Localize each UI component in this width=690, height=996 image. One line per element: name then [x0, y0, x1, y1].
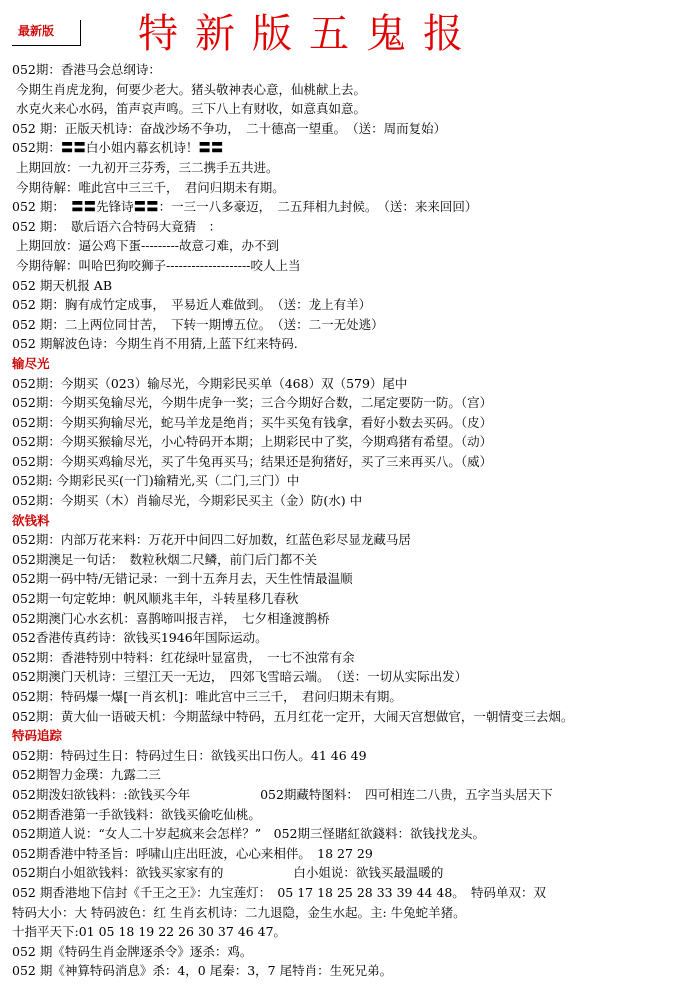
text-line — [12, 922, 688, 942]
line-text: 052期：香港特别中特料：红花绿叶显富贵， 一七不浊常有余 — [12, 649, 355, 665]
text-line — [12, 844, 688, 864]
text-line — [12, 178, 688, 198]
line-text-secondary: 052期藏特图料： 四可相连二八贵，五字当头居天下 — [260, 786, 553, 802]
line-text: 052 期： 〓〓先锋诗〓〓：一三一八多豪迈， 二五拜相九封候。 （送：来来回回） — [12, 199, 478, 215]
text-line — [12, 471, 688, 491]
line-text: 052香港传真药诗：欲钱买1946年国际运动。 — [12, 630, 268, 646]
document-header — [0, 0, 690, 56]
text-line — [12, 569, 688, 589]
text-line — [12, 119, 688, 139]
text-line — [12, 746, 688, 766]
text-line — [12, 785, 688, 805]
line-text: 052期一码中特/无错记录：一到十五奔月去，天生性情最温顺 — [12, 571, 353, 587]
line-text: 052期香港中特圣旨：呼啸山庄出旺波，心心来相伴。 18 27 29 — [12, 845, 373, 861]
line-text: 052期: 今期彩民买(一门)输精光,买（二门,三门）中 — [12, 473, 300, 489]
line-text: 052 期解波色诗：今期生肖不用猜,上蓝下红来特码. — [12, 336, 298, 352]
text-line — [12, 961, 688, 981]
text-line — [12, 334, 688, 354]
text-line — [12, 687, 688, 707]
line-text: 今期待解：叫哈巴狗咬狮子--------------------咬人上当 — [16, 257, 301, 273]
text-line — [12, 609, 688, 629]
line-text: 上期回放：逼公鸡下蛋---------故意刁难，办不到 — [16, 238, 280, 254]
text-line — [12, 236, 688, 256]
line-text: 052 期天机报 AB — [12, 277, 113, 293]
line-text: 052期：今期买（023）输尽光，今期彩民买单（468）双（579）尾中 — [12, 375, 408, 391]
line-text: 特码大小：大 特码波色：红 生肖玄机诗：二九退隐，金生水起。主: 牛兔蛇羊猪。 — [12, 904, 466, 920]
text-line — [12, 707, 688, 727]
line-text: 052 期：二上两位同甘苦， 下转一期博五位。 （送：二一无处逃） — [12, 316, 384, 332]
text-line — [12, 530, 688, 550]
line-text: 052期一句定乾坤：帆风顺兆丰年，斗转星移几春秋 — [12, 591, 299, 607]
text-line — [12, 138, 688, 158]
text-line — [12, 315, 688, 335]
section-heading — [12, 511, 688, 531]
text-line — [12, 824, 688, 844]
line-text: 今期待解：唯此宫中三三千， 君问归期未有期。 — [16, 179, 285, 195]
text-line — [12, 432, 688, 452]
text-line — [12, 413, 688, 433]
line-text: 052期：特码爆一爆[一肖玄机]：唯此宫中三三千， 君问归期未有期。 — [12, 689, 402, 704]
line-text: 052期：〓〓白小姐内幕玄机诗！〓〓 — [12, 140, 224, 156]
text-line — [12, 942, 688, 962]
line-text: 052期：黄大仙一语破天机：今期蓝绿中特码，五月红花一定开，大闹天宫想做官，一朝情变三去烟。 — [12, 708, 574, 724]
line-text: 上期回放：一九初开三芬秀，三二携手五共进。 — [16, 159, 279, 175]
page-title: 特新版五鬼报 — [138, 11, 480, 57]
line-text-secondary: 白小姐说：欲钱买最温暖的 — [293, 865, 444, 881]
text-line — [12, 883, 688, 903]
text-line — [12, 648, 688, 668]
text-line — [12, 903, 688, 923]
text-line — [12, 491, 688, 511]
line-text: 052 期： 歇后语六合特码大竟猜 ： — [12, 218, 222, 234]
text-line — [12, 589, 688, 609]
text-line — [12, 217, 688, 237]
text-line — [12, 99, 688, 119]
line-text: 052 期香港地下信封《千王之王》：九宝莲灯： 05 17 18 25 28 33 39 44 48。 特码单双：双 — [12, 884, 547, 900]
line-text: 052期：香港马会总纲诗： — [12, 62, 161, 77]
text-line — [12, 158, 688, 178]
line-text: 052期白小姐欲钱料：欲钱买家家有的 — [12, 865, 224, 881]
line-text: 输尽光 — [12, 355, 50, 371]
text-line — [12, 374, 688, 394]
line-text: 十指平天下:01 05 18 19 22 26 30 37 46 47。 — [12, 924, 287, 940]
text-line — [12, 256, 688, 276]
line-text: 052期：特码过生日：特码过生日：欲钱买出口伤人。41 46 49 — [12, 747, 367, 763]
section-heading — [12, 354, 688, 374]
line-text: 052期智力金璞：九露二三 — [12, 767, 161, 783]
line-text: 052期澳足一句话： 数粒秋烟二尺鳞，前门后门都不关 — [12, 551, 318, 567]
line-text: 052期：今期买兔输尽光，今期牛虎争一奖；三合今期好合数，二尾定要防一防。（宫） — [12, 395, 493, 411]
line-text: 052期道人说：“女人二十岁起疯来会怎样？” 052期三怪賭紅欲錢料：欲钱找龙头。 — [12, 826, 485, 842]
line-text: 水克火来心水码，笛声哀声鸣。三下八上有财收，如意真如意。 — [16, 101, 367, 117]
text-line — [12, 80, 688, 100]
text-line — [12, 60, 688, 80]
latest-version-badge: 最新版 — [12, 20, 81, 46]
text-body — [12, 60, 688, 981]
line-text: 052期：今期买狗输尽光，蛇马羊龙是绝肖；买牛买兔有钱拿，看好小数去买码。（皮） — [12, 414, 493, 430]
text-line — [12, 550, 688, 570]
line-text: 052 期：正版天机诗：奋战沙场不争功， 二十德高一望重。 （送：周而复始） — [12, 120, 447, 136]
text-line — [12, 805, 688, 825]
section-heading — [12, 726, 688, 746]
text-line — [12, 667, 688, 687]
line-text: 052期：今期买鸡输尽光，买了牛兔再买马；结果还是狗猪好，买了三来再买八。（威） — [12, 453, 493, 469]
line-text: 052期：今期买猴输尽光，小心特码开本期；上期彩民中了奖，今期鸡猪有希望。（动） — [12, 434, 493, 450]
line-text: 052期泼妇欲钱料：:欲钱买今年 — [12, 786, 191, 802]
text-line — [12, 393, 688, 413]
line-text: 特码追踪 — [12, 728, 63, 744]
text-line — [12, 863, 688, 883]
line-text: 欲钱料 — [12, 512, 50, 528]
text-line — [12, 765, 688, 785]
line-text: 052期澳门天机诗：三望江天一无边， 四郊飞雪暗云端。 （送：一切从实际出发） — [12, 669, 468, 685]
line-text: 052期澳门心水玄机：喜鹊啼叫报吉祥， 七夕相逢渡鹊桥 — [12, 610, 330, 626]
line-text: 052期：内部万花来料：万花开中间四二好加数，红蓝色彩尽显龙藏马居 — [12, 532, 411, 548]
text-line — [12, 295, 688, 315]
line-text: 今期生肖虎龙狗，何要少老大。猪头敬神表心意，仙桃献上去。 — [16, 81, 367, 97]
line-text: 052 期《神算特码消息》杀：4，0 尾秦：3，7 尾特肖：生死兄弟。 — [12, 963, 393, 979]
line-text: 052期：今期买（木）肖输尽光，今期彩民买主（金）防(水) 中 — [12, 493, 363, 509]
text-line — [12, 197, 688, 217]
text-line — [12, 452, 688, 472]
line-text: 052 期：胸有成竹定成事， 平易近人难做到。 （送：龙上有羊） — [12, 297, 372, 313]
text-line — [12, 628, 688, 648]
line-text: 052期香港第一手欲钱料：欲钱买偷吃仙桃。 — [12, 806, 261, 822]
line-text: 052 期《特码生肖金牌逐杀令》逐杀：鸡。 — [12, 943, 253, 959]
text-line — [12, 276, 688, 296]
